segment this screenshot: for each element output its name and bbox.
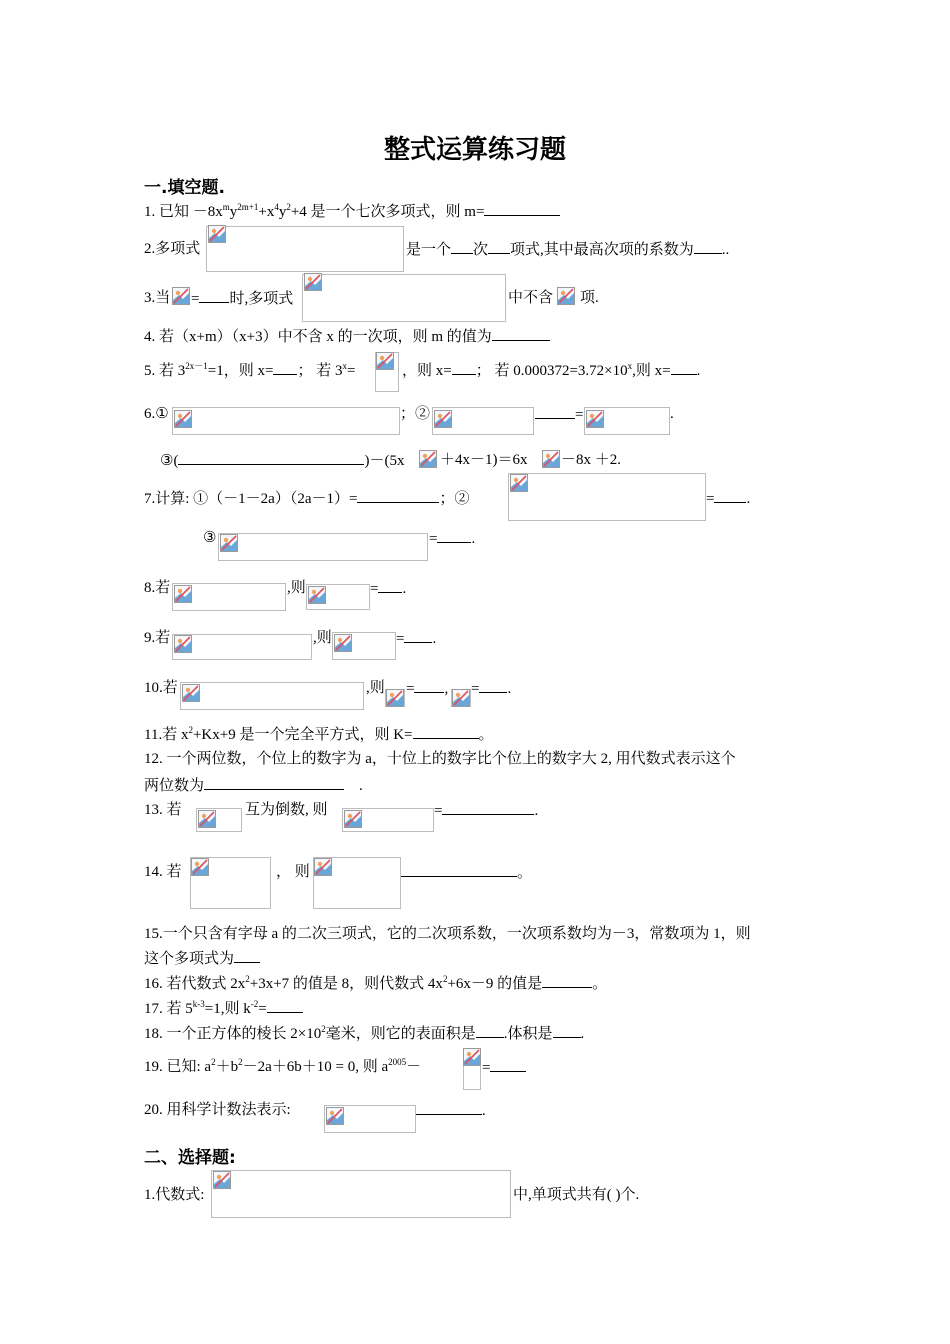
broken-image-icon [304, 273, 322, 291]
question-10-eq-2: = . [471, 678, 511, 699]
broken-image-icon [191, 858, 209, 876]
question-7-part-3-eq: = . [429, 528, 475, 549]
formula-image-box [508, 473, 706, 521]
formula-image-box [302, 274, 506, 322]
broken-image-icon [334, 634, 352, 652]
broken-image-icon [208, 225, 226, 243]
question-2: 是一个 次 项式,其中最高次项的系数为 .. [406, 239, 729, 260]
broken-image-icon [220, 534, 238, 552]
question-8-label: 8.若 [144, 580, 171, 596]
question-15-line-2: 这个多项式为 [144, 948, 260, 969]
question-6-line-2-end: －8x ＋2. [561, 452, 622, 468]
broken-image-icon [386, 689, 404, 707]
question-3-label: 3.当 [144, 290, 171, 306]
question-20-end: . [416, 1100, 486, 1121]
question-7-eq: = . [706, 488, 750, 509]
broken-image-icon [463, 1048, 481, 1066]
question-7-part-3-label: ③ [203, 530, 217, 546]
question-5-a: 5. 若 $3^{2x-1}=1$，则 x= ； 若 $3^x=$ [144, 361, 356, 379]
question-13-label: 13. 若 [144, 802, 182, 818]
question-18: 18. 一个正方体的棱长 $2\times 10^2$毫米，则它的表面积是 .体积是 . [144, 1024, 585, 1042]
question-3-end: 项. [580, 290, 599, 306]
formula-image-box [211, 1170, 511, 1218]
choice-question-1-tail: 中,单项式共有( )个. [513, 1187, 640, 1203]
question-6-eq: = [535, 404, 583, 425]
broken-image-icon [182, 684, 200, 702]
question-6-sep: ；② [400, 406, 431, 422]
question-4: 4. 若（x+m）（x+3）中不含 x 的一次项，则 m 的值为 [144, 326, 550, 347]
broken-image-icon [376, 352, 394, 370]
question-6-end: . [670, 406, 674, 422]
page-title: 整式运算练习题 [383, 135, 566, 165]
question-8-eq: = . [370, 578, 406, 599]
broken-image-icon [174, 635, 192, 653]
broken-image-icon [326, 1107, 344, 1125]
section-choice-heading: 二、选择题: [144, 1148, 236, 1168]
question-10-label: 10.若 [144, 680, 178, 696]
question-6-line-2: ③( )－(5x [160, 450, 404, 471]
question-9-eq: = . [396, 628, 436, 649]
formula-image-box [172, 407, 400, 435]
formula-image-box [180, 682, 364, 710]
question-16: 16. 若代数式 $2x^2+3x+7$ 的值是 8，则代数式 $4x^2+6x-9$ 的值是 。 [144, 974, 608, 992]
question-19: 19. 已知: $a^2+b^2-2a+6b+10 = 0$, 则 $a^{2005}-$ [144, 1057, 422, 1075]
question-10-mid: ,则 [366, 680, 385, 696]
question-7: 7.计算: ①（－1－2a）（2a－1）= ；② [144, 488, 469, 509]
question-6-line-2-mid: ＋4x－1)＝6x [440, 452, 528, 468]
broken-image-icon [419, 450, 437, 468]
question-9-label: 9.若 [144, 630, 171, 646]
broken-image-icon [174, 585, 192, 603]
broken-image-icon [172, 287, 190, 305]
broken-image-icon [308, 586, 326, 604]
broken-image-icon [557, 287, 575, 305]
question-8-mid: ,则 [287, 580, 306, 596]
question-13-eq: = . [434, 800, 538, 821]
broken-image-icon [434, 410, 452, 428]
question-12-line-2: 两位数为 . [144, 775, 363, 796]
question-12-line-1: 12. 一个两位数，个位上的数字为 a，十位上的数字比个位上的数字大 2, 用代数式表示这个 [144, 751, 736, 767]
broken-image-icon [174, 410, 192, 428]
question-19-eq: = [482, 1057, 526, 1078]
broken-image-icon [542, 450, 560, 468]
question-10-eq-1: = , [406, 678, 448, 699]
question-13-mid: 互为倒数, 则 [245, 802, 328, 818]
broken-image-icon [198, 810, 216, 828]
question-1: 1. 已知 $-8x^my^{2m+1}+x^4y^2+4$ 是一个七次多项式，则 m= [144, 201, 560, 222]
formula-image-box [206, 226, 404, 272]
question-14-mid: ， 则 [276, 864, 310, 880]
section-fill-in-heading: 一.填空题. [144, 178, 225, 198]
choice-question-1-label: 1.代数式: [144, 1187, 205, 1203]
broken-image-icon [314, 858, 332, 876]
broken-image-icon [452, 689, 470, 707]
question-3: = 时,多项式 [191, 288, 293, 309]
question-20-label: 20. 用科学计数法表示: [144, 1102, 291, 1118]
question-9-mid: ,则 [313, 630, 332, 646]
question-15-line-1: 15.一个只含有字母 a 的二次三项式，它的二次项系数，一次项系数均为－3，常数项为 1，则 [144, 926, 751, 942]
formula-image-box [218, 533, 428, 561]
question-11: 11.若 $x^2+Kx+9$ 是一个完全平方式，则 K= 。 [144, 725, 494, 743]
answer-blank [484, 201, 560, 216]
question-14-label: 14. 若 [144, 864, 182, 880]
formula-image-box [172, 634, 312, 660]
question-5-b: ，则 x= ； 若 $0.000372=3.72\times 10^x$,则 x= . [402, 361, 701, 379]
broken-image-icon [586, 410, 604, 428]
broken-image-icon [213, 1171, 231, 1189]
question-6-label: 6.① [144, 406, 169, 422]
broken-image-icon [510, 474, 528, 492]
question-14-end: 。 [401, 862, 532, 883]
question-17: 17. 若 $5^{k-3}=1$,则 $k^{-2}=$ [144, 998, 303, 1019]
question-3-tail: 中不含 [508, 290, 554, 306]
broken-image-icon [344, 810, 362, 828]
question-2-label: 2.多项式 [144, 241, 201, 257]
